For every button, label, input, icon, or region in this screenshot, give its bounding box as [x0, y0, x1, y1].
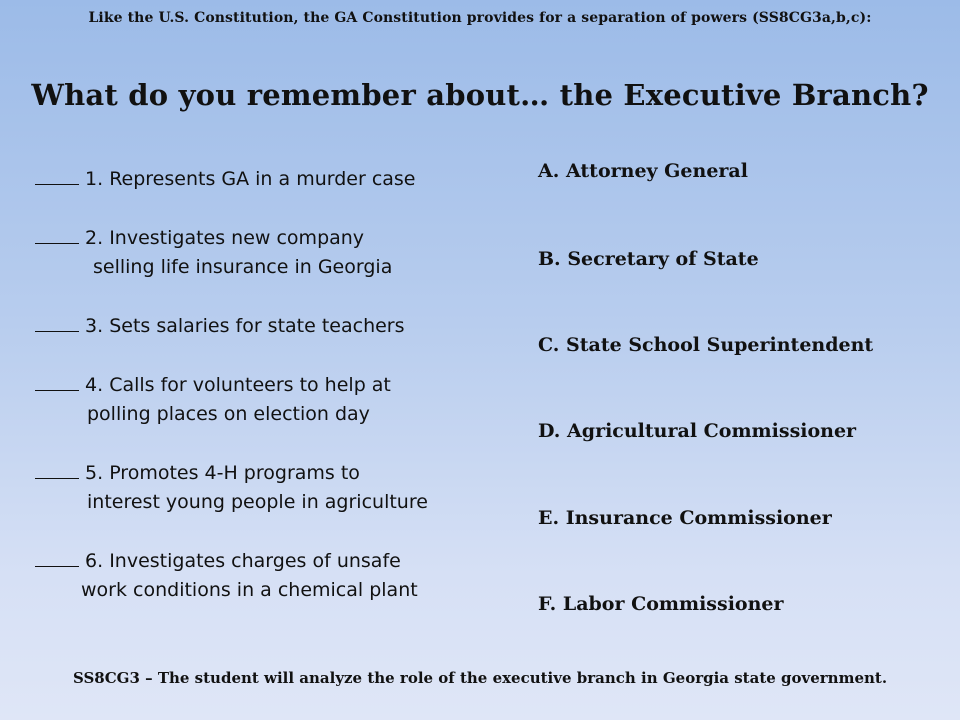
question-text: Investigates charges of unsafe	[109, 550, 401, 572]
question-number: 1.	[85, 168, 104, 190]
answer-text: Labor Commissioner	[562, 593, 784, 615]
question-text: Investigates new company	[109, 227, 365, 249]
answer-a	[538, 160, 748, 182]
answer-letter: E.	[538, 507, 560, 529]
standard-header: Like the U.S. Constitution, the GA Constitution provides for a separation of powers (SS8CG3a,b,c):	[88, 10, 872, 26]
answer-text: Insurance Commissioner	[565, 507, 832, 529]
question-1	[35, 163, 505, 194]
question-number: 2.	[85, 227, 104, 249]
answer-b	[538, 248, 759, 270]
answer-letter: A.	[538, 160, 560, 182]
answer-text: Secretary of State	[567, 248, 759, 270]
standard-footer: SS8CG3 – The student will analyze the role of the executive branch in Georgia state government.	[72, 669, 888, 687]
question-text: Promotes 4-H programs to	[109, 462, 360, 484]
question-4	[35, 369, 505, 429]
question-number: 4.	[85, 374, 104, 396]
question-3	[35, 310, 505, 341]
answer-letter: F.	[538, 593, 557, 615]
answer-blank-5	[35, 457, 79, 479]
answer-e	[538, 507, 832, 529]
question-text-continued: interest young people in agriculture	[87, 491, 428, 513]
answer-letter: B.	[538, 248, 561, 270]
answer-c	[538, 334, 873, 356]
question-text: Represents GA in a murder case	[109, 168, 416, 190]
question-text-continued: selling life insurance in Georgia	[93, 256, 393, 278]
question-text: Calls for volunteers to help at	[109, 374, 391, 396]
question-text-continued: work conditions in a chemical plant	[81, 579, 418, 601]
question-5	[35, 457, 505, 517]
answer-text: Agricultural Commissioner	[567, 420, 857, 442]
answer-blank-2	[35, 222, 79, 244]
answer-blank-4	[35, 369, 79, 391]
question-number: 6.	[85, 550, 104, 572]
question-2	[35, 222, 505, 282]
answer-d	[538, 420, 856, 442]
answer-f	[538, 593, 784, 615]
question-text: Sets salaries for state teachers	[109, 315, 405, 337]
answer-text: Attorney General	[565, 160, 748, 182]
slide-title: What do you remember about… the Executive Branch?	[31, 78, 929, 112]
answer-text: State School Superintendent	[566, 334, 874, 356]
answer-blank-6	[35, 545, 79, 567]
answer-blank-3	[35, 310, 79, 332]
question-list	[35, 163, 505, 605]
answer-letter: C.	[538, 334, 560, 356]
question-6	[35, 545, 505, 605]
answer-letter: D.	[538, 420, 561, 442]
question-number: 5.	[85, 462, 104, 484]
question-number: 3.	[85, 315, 104, 337]
answer-blank-1	[35, 163, 79, 185]
question-text-continued: polling places on election day	[87, 403, 370, 425]
